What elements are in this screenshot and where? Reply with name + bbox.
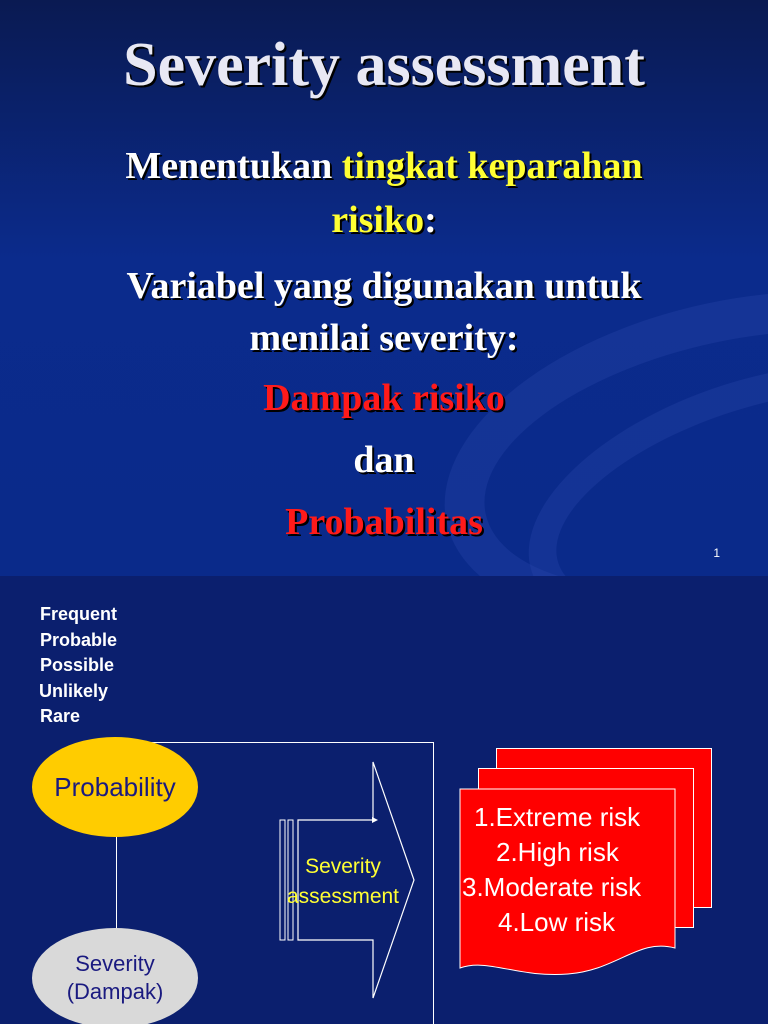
probability-label: Probability — [54, 771, 176, 802]
text-dan: dan — [353, 439, 415, 481]
center-label-line1: Severity — [305, 855, 381, 878]
severity-label-line2: (Dampak) — [66, 979, 164, 1004]
text-probabilitas: Probabilitas — [285, 501, 483, 543]
text-risiko: risiko — [331, 199, 425, 241]
probability-level: Frequent — [40, 604, 118, 624]
text-line-1 — [0, 140, 768, 192]
text-line-2 — [0, 194, 768, 246]
text-dampak-risiko: Dampak risiko — [263, 377, 505, 419]
text-menentukan: Menentukan — [125, 145, 342, 187]
probability-level: Unlikely — [39, 680, 109, 701]
text-line-4: menilai severity: — [249, 317, 519, 359]
text-colon: : — [424, 199, 437, 241]
probability-level: Probable — [40, 629, 118, 650]
text-tingkat-keparahan: tingkat keparahan — [341, 145, 643, 187]
risk-level: 3.Moderate risk — [462, 872, 642, 902]
severity-ellipse — [32, 928, 198, 1024]
probability-level: Rare — [40, 706, 81, 726]
severity-label-line1: Severity — [75, 951, 155, 976]
severity-assessment-label — [268, 852, 418, 912]
slide-title: Severity assessment — [123, 31, 645, 99]
slide-number: 1 — [713, 546, 720, 560]
risk-level: 2.High risk — [496, 837, 619, 867]
probability-level: Possible — [40, 655, 115, 675]
risk-level: 4.Low risk — [498, 907, 616, 937]
risk-level-list — [458, 800, 641, 940]
center-label-line2: assessment — [286, 885, 400, 908]
risk-level: 1.Extreme risk — [474, 802, 641, 832]
slide-2 — [0, 576, 768, 1024]
probability-level-list — [40, 602, 117, 730]
text-line-3: Variabel yang digunakan untuk — [126, 265, 642, 307]
probability-ellipse — [32, 737, 198, 837]
